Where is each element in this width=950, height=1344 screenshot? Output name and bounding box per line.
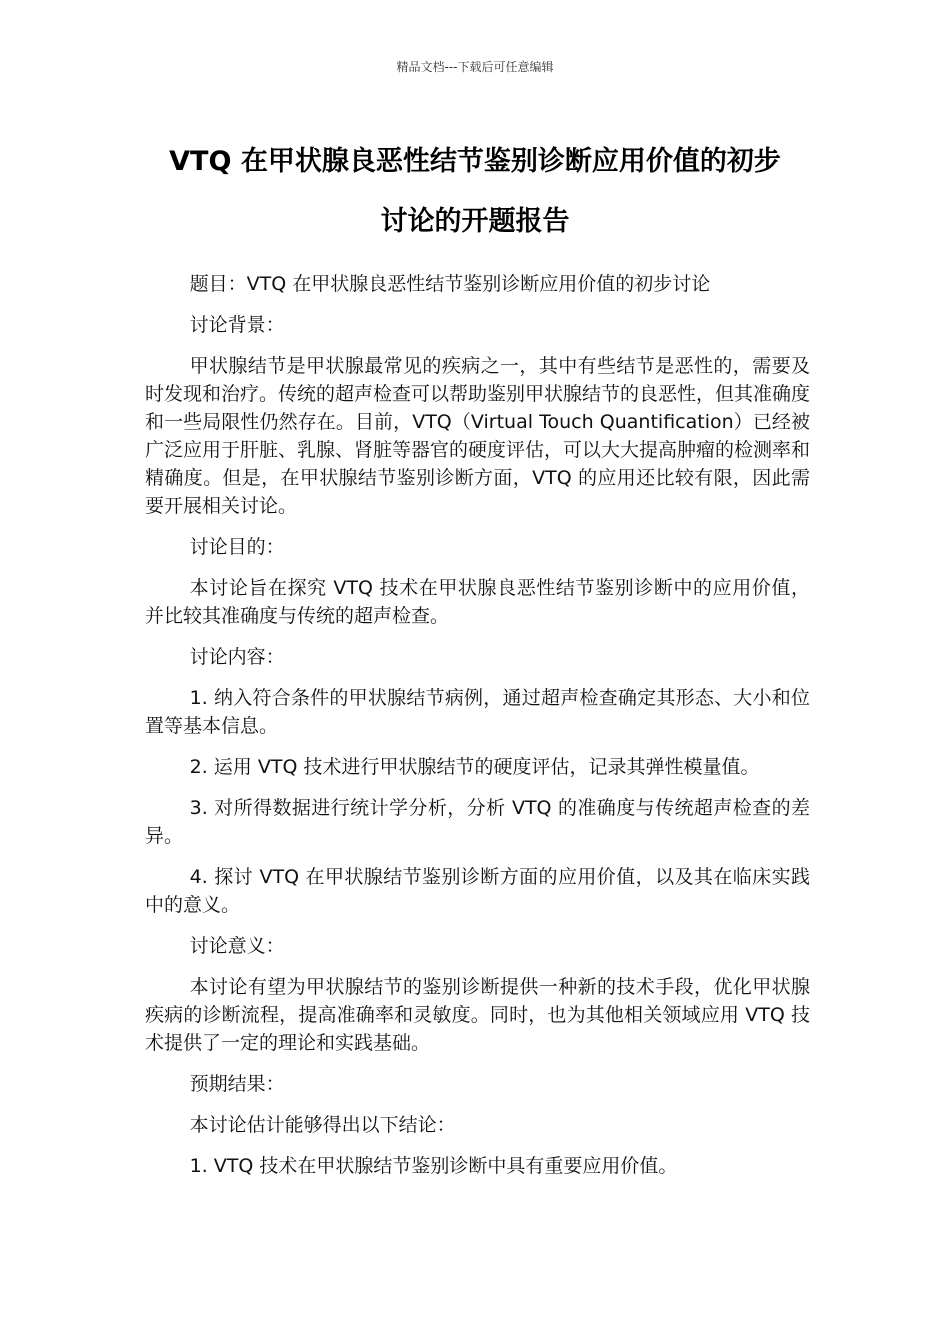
page-header: 精品文档---下载后可任意编辑	[396, 60, 554, 74]
content-item-2: 2. 运用 VTQ 技术进行甲状腺结节的硬度评估，记录其弹性模量值。	[189, 756, 760, 778]
document-title	[120, 132, 830, 252]
title-line-1: VTQ 在甲状腺良恶性结节鉴别诊断应用价值的初步	[169, 146, 781, 177]
section-heading-purpose: 讨论目的：	[189, 536, 285, 558]
document-body	[145, 270, 810, 1193]
title-line-2: 讨论的开题报告	[380, 206, 570, 237]
content-item-4: 4. 探讨 VTQ 在甲状腺结节鉴别诊断方面的应用价值，以及其在临床实践中的意义。	[145, 866, 810, 916]
expected-results-intro: 本讨论估计能够得出以下结论：	[189, 1114, 456, 1136]
content-item-1: 1. 纳入符合条件的甲状腺结节病例，通过超声检查确定其形态、大小和位置等基本信息。	[145, 687, 810, 737]
expected-result-item-1: 1. VTQ 技术在甲状腺结节鉴别诊断中具有重要应用价值。	[189, 1155, 678, 1177]
section-heading-expected-results: 预期结果：	[189, 1073, 285, 1095]
significance-paragraph: 本讨论有望为甲状腺结节的鉴别诊断提供一种新的技术手段，优化甲状腺疾病的诊断流程，提高准确率和灵敏度。同时，也为其他相关领域应用 VTQ 技术提供了一定的理论和实践基础。	[145, 976, 810, 1054]
purpose-paragraph: 本讨论旨在探究 VTQ 技术在甲状腺良恶性结节鉴别诊断中的应用价值，并比较其准确度与传统的超声检查。	[145, 577, 810, 627]
section-heading-significance: 讨论意义：	[189, 935, 285, 957]
content-item-3: 3. 对所得数据进行统计学分析，分析 VTQ 的准确度与传统超声检查的差异。	[145, 797, 810, 847]
section-heading-content: 讨论内容：	[189, 646, 285, 668]
section-heading-background: 讨论背景：	[189, 314, 285, 336]
topic-paragraph: 题目：VTQ 在甲状腺良恶性结节鉴别诊断应用价值的初步讨论	[189, 273, 711, 295]
background-paragraph: 甲状腺结节是甲状腺最常见的疾病之一，其中有些结节是恶性的，需要及时发现和治疗。传统的超声检查可以帮助鉴别甲状腺结节的良恶性，但其准确度和一些局限性仍然存在。目前，VTQ（Virtual Touch Quantification）已经被广泛应用于肝脏、乳腺、肾脏等器官的硬度评估，可以大大提高肿瘤的检测率和精确度。但是，在甲状腺结节鉴别诊断方面，VTQ 的应用还比较有限，因此需要开展相关讨论。	[145, 355, 811, 517]
